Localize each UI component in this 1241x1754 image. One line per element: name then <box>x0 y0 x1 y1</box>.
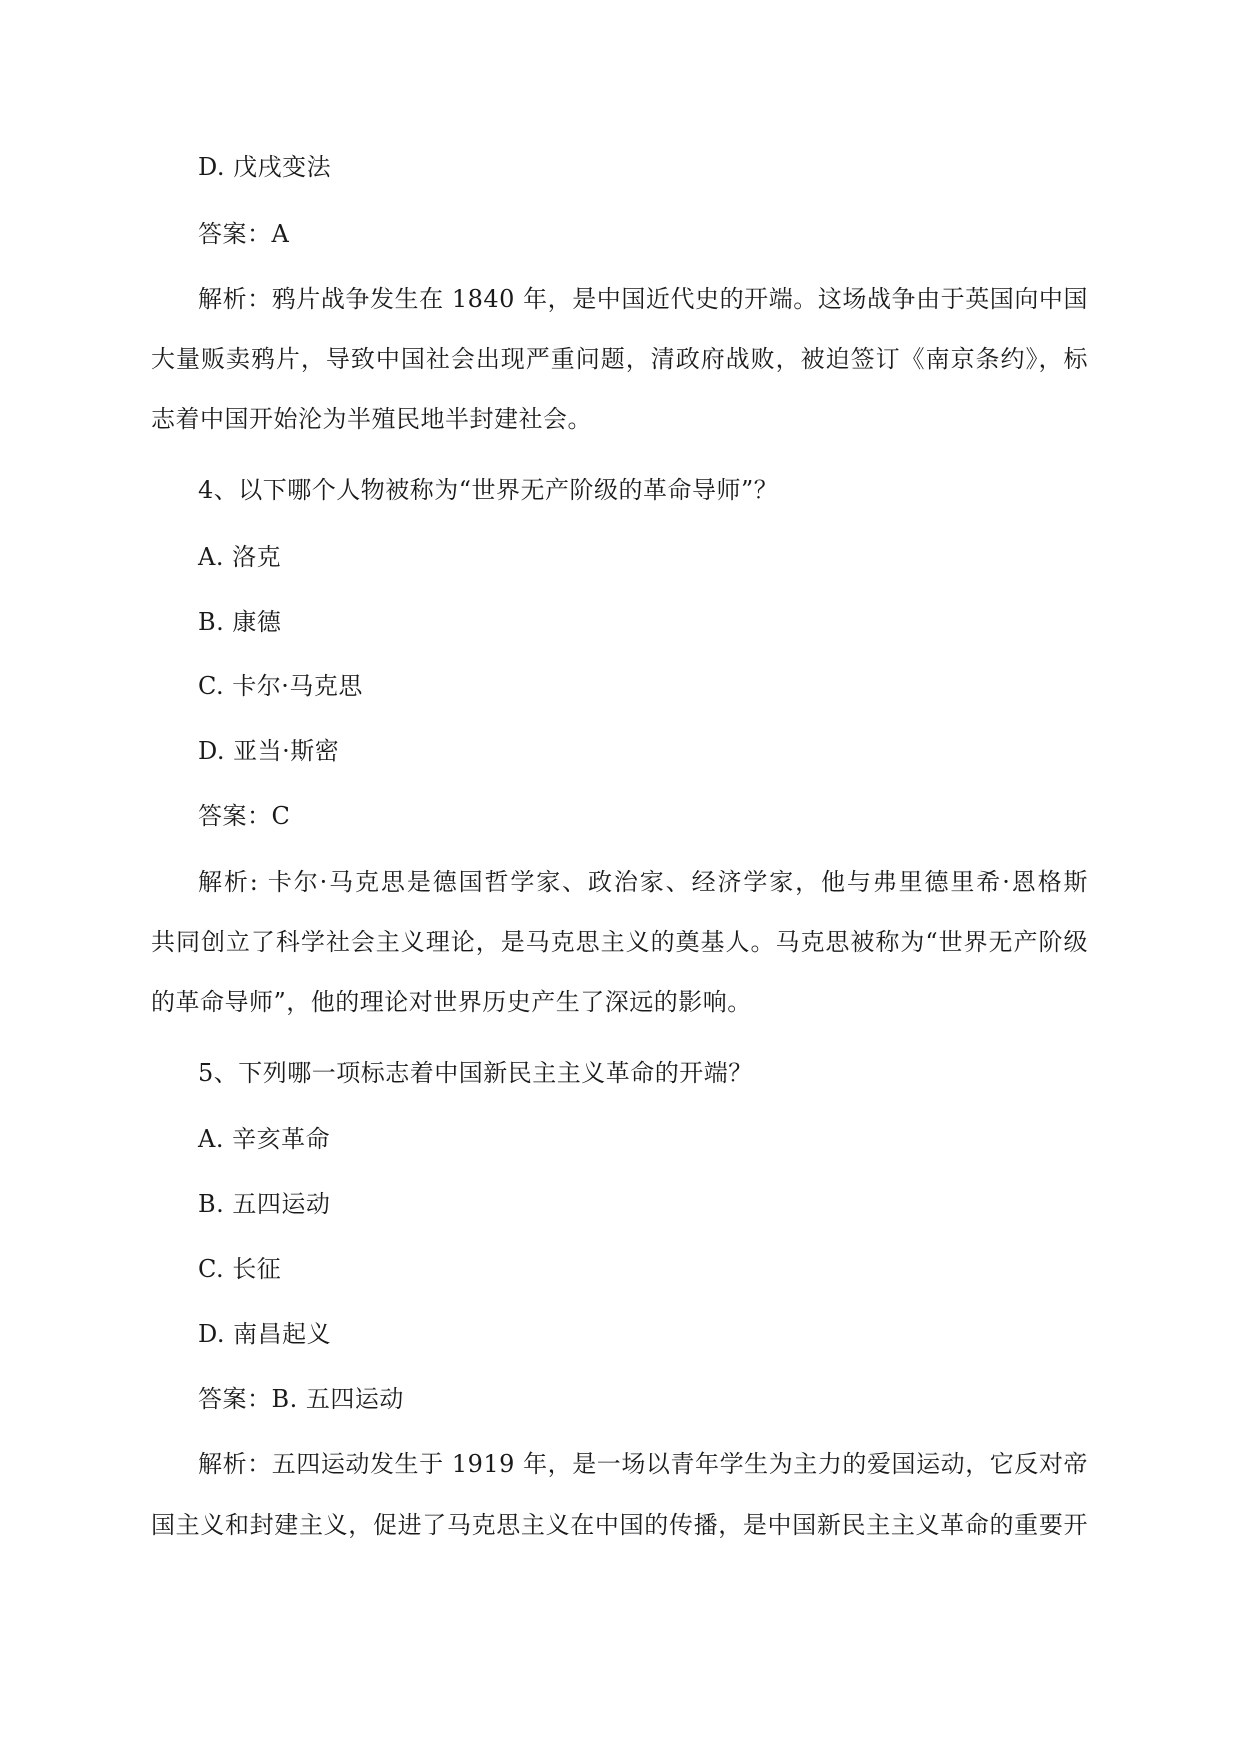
q5-option-a: A. 辛亥革命 <box>198 1125 331 1153</box>
q4-explanation-line-2: 共同创立了科学社会主义理论，是马克思主义的奠基人。马克思被称为“世界无产阶级 <box>151 928 1088 956</box>
q3-answer: 答案：A <box>198 220 290 248</box>
q4-option-c: C. 卡尔·马克思 <box>198 672 363 700</box>
q3-explanation-line-2: 大量贩卖鸦片，导致中国社会出现严重问题，清政府战败，被迫签订《南京条约》，标 <box>151 345 1088 373</box>
q4-option-a: A. 洛克 <box>198 543 282 571</box>
q4-question: 4、以下哪个人物被称为“世界无产阶级的革命导师”？ <box>198 476 779 504</box>
q5-answer: 答案：B. 五四运动 <box>198 1385 404 1413</box>
q4-option-d: D. 亚当·斯密 <box>198 737 340 765</box>
q4-answer: 答案：C <box>198 802 291 830</box>
q4-option-b: B. 康德 <box>198 608 282 636</box>
q5-option-b: B. 五四运动 <box>198 1190 331 1218</box>
q4-explanation-line-1: 解析: 卡尔·马克思是德国哲学家、政治家、经济学家，他与弗里德里希·恩格斯 <box>198 868 1088 896</box>
q5-question: 5、下列哪一项标志着中国新民主主义革命的开端？ <box>198 1059 753 1087</box>
q3-explanation-line-1: 解析：鸦片战争发生在 1840 年，是中国近代史的开端。这场战争由于英国向中国 <box>198 285 1088 313</box>
q5-option-d: D. 南昌起义 <box>198 1320 332 1348</box>
q3-option-d: D. 戊戌变法 <box>198 153 332 181</box>
q5-explanation-line-1: 解析：五四运动发生于 1919 年，是一场以青年学生为主力的爱国运动，它反对帝 <box>198 1450 1088 1478</box>
q5-option-c: C. 长征 <box>198 1255 282 1283</box>
q5-explanation-line-2: 国主义和封建主义，促进了马克思主义在中国的传播，是中国新民主主义革命的重要开 <box>151 1511 1088 1539</box>
q3-explanation-line-3: 志着中国开始沦为半殖民地半封建社会。 <box>151 405 592 433</box>
q4-explanation-line-3: 的革命导师”，他的理论对世界历史产生了深远的影响。 <box>151 988 752 1016</box>
